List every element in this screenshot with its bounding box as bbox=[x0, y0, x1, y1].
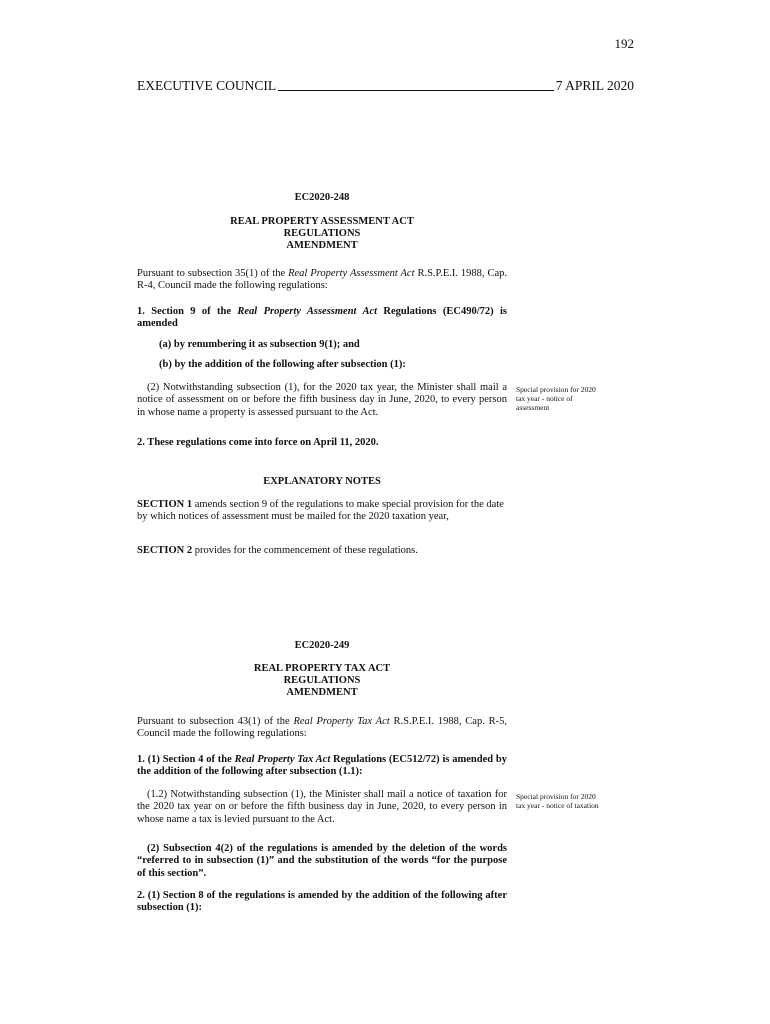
order-id: EC2020-249 bbox=[294, 640, 350, 651]
order-id: EC2020-248 bbox=[294, 192, 350, 203]
header-rule bbox=[278, 78, 554, 91]
act-name: Real Property Assessment Act bbox=[288, 268, 415, 279]
clause-b: (b) by the addition of the following after subsection (1): bbox=[159, 359, 406, 370]
explanatory-note-2: SECTION 2 provides for the commencement of these regulations. bbox=[137, 545, 418, 556]
section-2: 2. These regulations come into force on April 11, 2020. bbox=[137, 437, 379, 448]
subsection-text: (1.2) Notwithstanding subsection (1), the Minister shall mail a notice of taxation for the 2020 tax year on or before the fifth business day in June, 2020, to every person in whose name a tax is levied pursuant to the Act. bbox=[137, 789, 507, 825]
section-1: 1. (1) Section 4 of the Real Property Tax Act Regulations (EC512/72) is amended by the addition of the following after subsection (1.1): bbox=[137, 754, 507, 778]
clause-a: (a) by renumbering it as subsection 9(1); and bbox=[159, 339, 360, 350]
header-left: EXECUTIVE COUNCIL bbox=[137, 78, 277, 93]
section-1: 1. Section 9 of the Real Property Assessment Act Regulations (EC490/72) is amended bbox=[137, 306, 507, 330]
header-right: 7 APRIL 2020 bbox=[555, 78, 634, 93]
title-line: REGULATIONS bbox=[283, 228, 361, 239]
intro-paragraph: Pursuant to subsection 43(1) of the Real Property Tax Act R.S.P.E.I. 1988, Cap. R-5, Council made the following regulations: bbox=[137, 716, 508, 740]
title-line: REAL PROPERTY TAX ACT bbox=[253, 663, 391, 674]
order-title bbox=[137, 663, 507, 699]
act-name: Real Property Tax Act bbox=[293, 716, 390, 727]
title-line: REGULATIONS bbox=[283, 675, 361, 686]
title-line: AMENDMENT bbox=[286, 687, 358, 698]
page-header bbox=[137, 78, 634, 94]
explanatory-notes-title: EXPLANATORY NOTES bbox=[263, 476, 381, 487]
title-line: REAL PROPERTY ASSESSMENT ACT bbox=[230, 216, 414, 227]
act-name: Real Property Assessment Act bbox=[237, 306, 378, 317]
subsection-2: (2) Subsection 4(2) of the regulations is amended by the deletion of the words “referred to in subsection (1)” and the substitution of the words “for the purpose of this section”. bbox=[137, 843, 507, 879]
title-line: AMENDMENT bbox=[286, 240, 358, 251]
subsection-text: (2) Notwithstanding subsection (1), for the 2020 tax year, the Minister shall mail a notice of assessment on or before the fifth business day in June, 2020, to every person in whose name a property is assessed pursuant to the Act. bbox=[137, 382, 507, 418]
act-name: Real Property Tax Act bbox=[234, 754, 331, 765]
order-title bbox=[137, 216, 507, 252]
intro-paragraph: Pursuant to subsection 35(1) of the Real Property Assessment Act R.S.P.E.I. 1988, Cap. R-4, Council made the following regulations: bbox=[137, 268, 508, 292]
margin-note: Special provision for 2020 tax year - notice of assessment bbox=[516, 385, 596, 412]
margin-note: Special provision for 2020 tax year - notice of taxation bbox=[516, 792, 599, 810]
page-number: 192 bbox=[614, 36, 634, 51]
explanatory-note-1: SECTION 1 amends section 9 of the regulations to make special provision for the date by which notices of assessment must be mailed for the 2020 taxation year, bbox=[137, 499, 504, 523]
section-2: 2. (1) Section 8 of the regulations is amended by the addition of the following after subsection (1): bbox=[137, 890, 507, 914]
